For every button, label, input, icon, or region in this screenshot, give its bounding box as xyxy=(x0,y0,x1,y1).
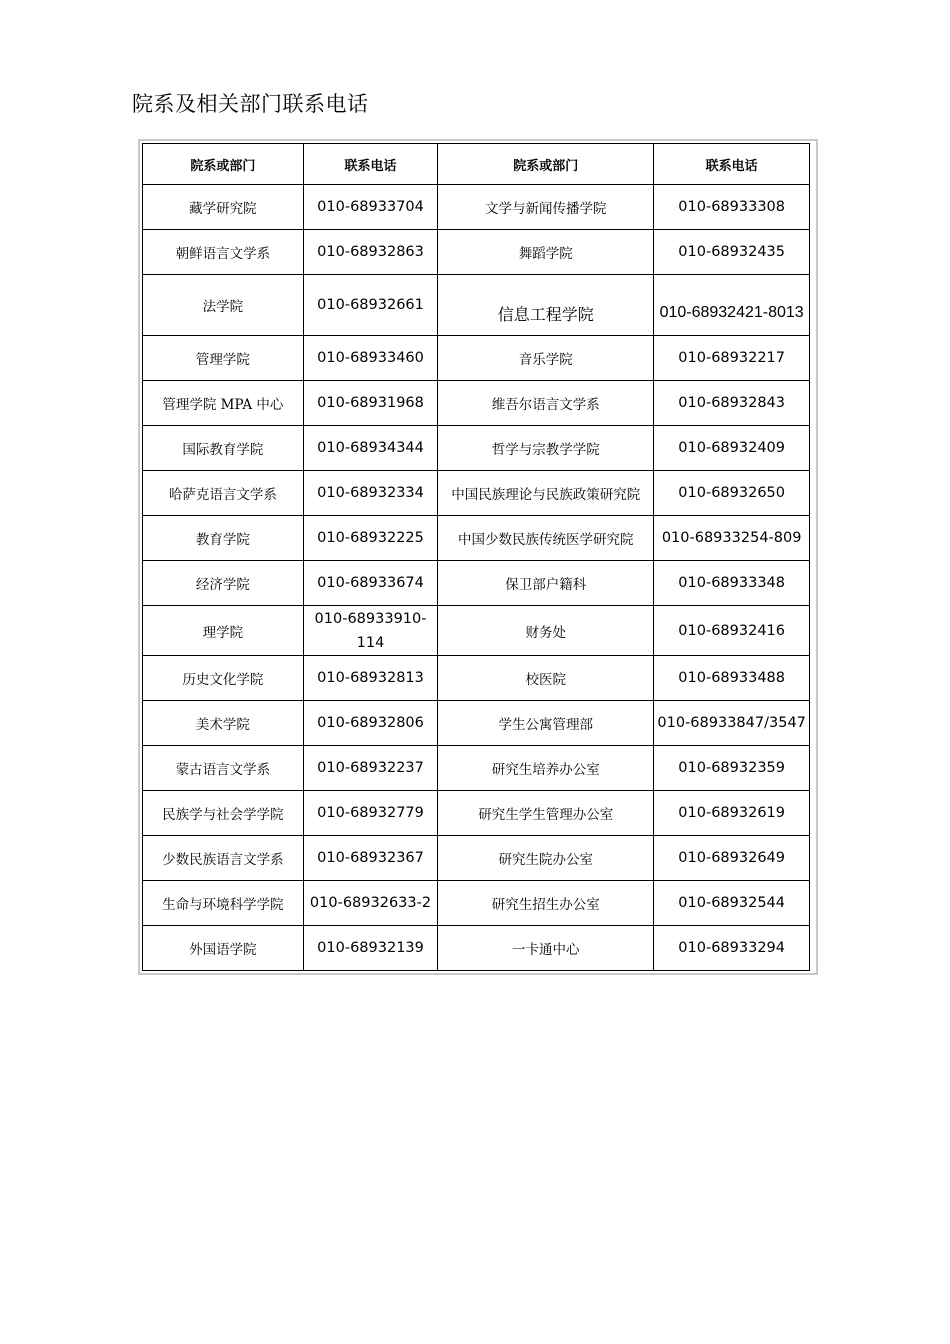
phone-cell: 010-68933460 xyxy=(303,336,438,381)
header-phone-2: 联系电话 xyxy=(654,144,810,185)
dept-cell: 历史文化学院 xyxy=(143,656,304,701)
phone-cell: 010-68932779 xyxy=(303,791,438,836)
dept-cell: 校医院 xyxy=(438,656,654,701)
table-row xyxy=(143,746,810,791)
dept-cell: 研究生学生管理办公室 xyxy=(438,791,654,836)
phone-cell: 010-68932650 xyxy=(654,471,810,516)
dept-cell: 音乐学院 xyxy=(438,336,654,381)
dept-cell: 财务处 xyxy=(438,606,654,656)
table-row xyxy=(143,516,810,561)
phone-cell: 010-68933308 xyxy=(654,185,810,230)
phone-cell: 010-68932806 xyxy=(303,701,438,746)
phone-cell: 010-68932334 xyxy=(303,471,438,516)
table-row xyxy=(143,656,810,701)
dept-cell: 理学院 xyxy=(143,606,304,656)
table-row xyxy=(143,836,810,881)
dept-cell: 藏学研究院 xyxy=(143,185,304,230)
dept-cell: 学生公寓管理部 xyxy=(438,701,654,746)
phone-cell: 010-68932649 xyxy=(654,836,810,881)
dept-cell: 生命与环境科学学院 xyxy=(143,881,304,926)
phone-cell: 010-68933910-114 xyxy=(303,606,438,656)
dept-cell: 一卡通中心 xyxy=(438,926,654,971)
dept-cell: 朝鲜语言文学系 xyxy=(143,230,304,275)
dept-cell: 维吾尔语言文学系 xyxy=(438,381,654,426)
dept-cell: 美术学院 xyxy=(143,701,304,746)
phone-cell: 010-68932435 xyxy=(654,230,810,275)
dept-cell: 研究生培养办公室 xyxy=(438,746,654,791)
phone-cell: 010-68933704 xyxy=(303,185,438,230)
phone-cell: 010-68932421-8013 xyxy=(654,275,810,336)
dept-cell: 文学与新闻传播学院 xyxy=(438,185,654,230)
page-title: 院系及相关部门联系电话 xyxy=(132,92,369,116)
table-row xyxy=(143,701,810,746)
phone-cell: 010-68933488 xyxy=(654,656,810,701)
dept-cell: 信息工程学院 xyxy=(438,275,654,336)
phone-cell: 010-68932633-2 xyxy=(303,881,438,926)
contacts-table-frame xyxy=(138,139,818,975)
phone-cell: 010-68933847/3547 xyxy=(654,701,810,746)
dept-cell: 经济学院 xyxy=(143,561,304,606)
phone-cell: 010-68931968 xyxy=(303,381,438,426)
table-row xyxy=(143,426,810,471)
header-dept-2: 院系或部门 xyxy=(438,144,654,185)
contacts-table xyxy=(142,143,810,971)
phone-cell: 010-68933674 xyxy=(303,561,438,606)
table-row xyxy=(143,336,810,381)
phone-cell: 010-68932863 xyxy=(303,230,438,275)
phone-cell: 010-68932409 xyxy=(654,426,810,471)
table-row xyxy=(143,881,810,926)
table-body xyxy=(143,185,810,971)
phone-cell: 010-68932813 xyxy=(303,656,438,701)
phone-cell: 010-68932217 xyxy=(654,336,810,381)
phone-cell: 010-68932843 xyxy=(654,381,810,426)
phone-cell: 010-68932416 xyxy=(654,606,810,656)
phone-cell: 010-68932225 xyxy=(303,516,438,561)
phone-cell: 010-68933348 xyxy=(654,561,810,606)
table-row xyxy=(143,381,810,426)
phone-cell: 010-68932661 xyxy=(303,275,438,336)
header-phone-1: 联系电话 xyxy=(303,144,438,185)
phone-cell: 010-68933254-809 xyxy=(654,516,810,561)
dept-cell: 民族学与社会学学院 xyxy=(143,791,304,836)
table-row xyxy=(143,230,810,275)
dept-cell: 少数民族语言文学系 xyxy=(143,836,304,881)
phone-cell: 010-68932619 xyxy=(654,791,810,836)
header-dept-1: 院系或部门 xyxy=(143,144,304,185)
phone-cell: 010-68932359 xyxy=(654,746,810,791)
dept-cell: 教育学院 xyxy=(143,516,304,561)
dept-cell: 法学院 xyxy=(143,275,304,336)
dept-cell: 蒙古语言文学系 xyxy=(143,746,304,791)
phone-cell: 010-68933294 xyxy=(654,926,810,971)
dept-cell: 国际教育学院 xyxy=(143,426,304,471)
phone-cell: 010-68934344 xyxy=(303,426,438,471)
table-row xyxy=(143,275,810,336)
phone-cell: 010-68932544 xyxy=(654,881,810,926)
dept-cell: 管理学院 MPA 中心 xyxy=(143,381,304,426)
dept-cell: 研究生院办公室 xyxy=(438,836,654,881)
dept-cell: 中国少数民族传统医学研究院 xyxy=(438,516,654,561)
table-row xyxy=(143,561,810,606)
table-row xyxy=(143,471,810,516)
dept-cell: 保卫部户籍科 xyxy=(438,561,654,606)
dept-cell: 哲学与宗教学学院 xyxy=(438,426,654,471)
phone-cell: 010-68932139 xyxy=(303,926,438,971)
dept-cell: 管理学院 xyxy=(143,336,304,381)
dept-cell: 外国语学院 xyxy=(143,926,304,971)
table-row xyxy=(143,791,810,836)
phone-cell: 010-68932237 xyxy=(303,746,438,791)
phone-cell: 010-68932367 xyxy=(303,836,438,881)
dept-cell: 中国民族理论与民族政策研究院 xyxy=(438,471,654,516)
table-row xyxy=(143,926,810,971)
dept-cell: 研究生招生办公室 xyxy=(438,881,654,926)
dept-cell: 哈萨克语言文学系 xyxy=(143,471,304,516)
table-header-row xyxy=(143,144,810,185)
table-row xyxy=(143,606,810,656)
dept-cell: 舞蹈学院 xyxy=(438,230,654,275)
table-row xyxy=(143,185,810,230)
